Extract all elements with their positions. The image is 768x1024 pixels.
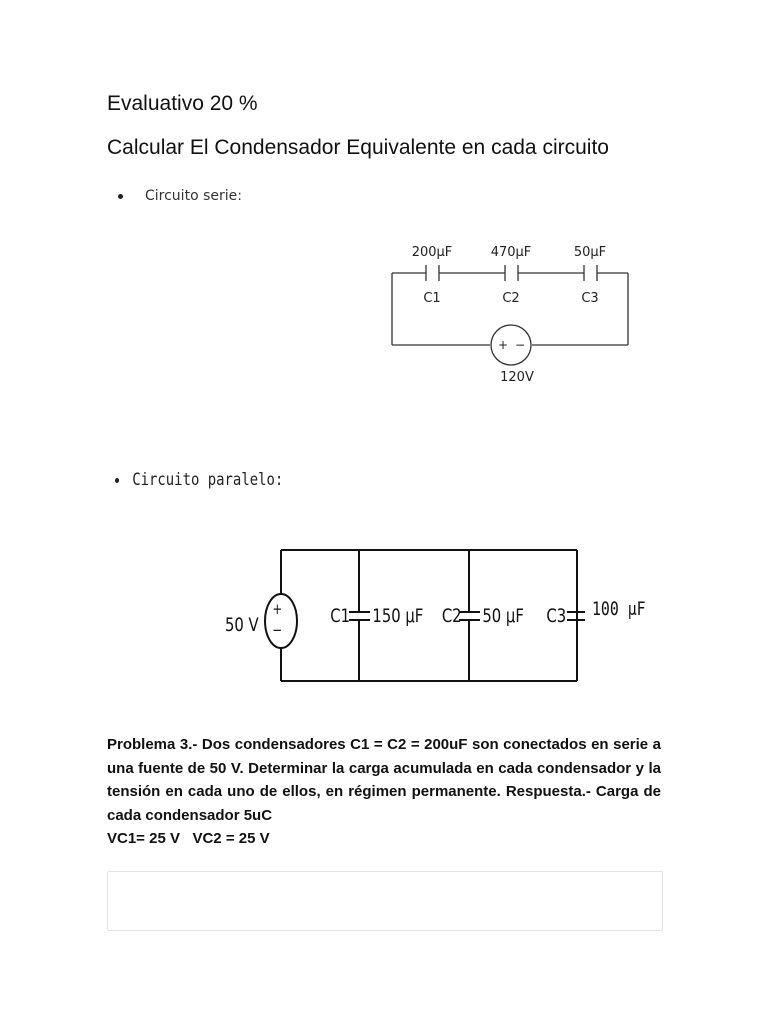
series-heading <box>118 188 242 204</box>
bullet-icon <box>115 478 119 483</box>
series-circuit-diagram <box>380 238 640 388</box>
series-c2-value: 470μF <box>490 245 532 260</box>
subtitle: Calcular El Condensador Equivalente en cada circuito <box>107 136 609 159</box>
bullet-icon <box>118 194 123 199</box>
parallel-heading <box>115 470 283 490</box>
parallel-c1-value: 150 μF <box>372 605 424 628</box>
problem-statement <box>107 733 661 851</box>
parallel-circuit-diagram <box>225 545 585 690</box>
series-c3-value: 50μF <box>573 245 607 260</box>
parallel-source-voltage: 50 V <box>225 614 259 637</box>
problem-text: Problema 3.- Dos condensadores C1 = C2 = 200uF son conectados en serie a una fuente de 50 V. Determinar la carga acumulada en cada condensador y la tensión en cada uno de ellos, en régimen permanente. Respuesta.- Carga de cada condensador 5uC <box>107 736 661 824</box>
parallel-c3-label: C3 <box>546 605 567 628</box>
series-c1-value: 200μF <box>411 245 453 260</box>
series-heading-text: Circuito serie: <box>145 188 242 204</box>
series-c3-label: C3 <box>581 291 599 306</box>
series-source-minus: − <box>514 338 526 352</box>
parallel-source-minus: − <box>272 622 283 640</box>
parallel-c3-value: 100 μF <box>592 598 646 620</box>
series-c1-label: C1 <box>423 291 441 306</box>
parallel-source-plus: + <box>272 601 283 619</box>
series-c2-label: C2 <box>502 291 520 306</box>
problem-answer-line: VC1= 25 V VC2 = 25 V <box>107 830 270 847</box>
series-source-plus: + <box>497 338 509 352</box>
empty-text-box <box>107 871 663 931</box>
parallel-c2-value: 50 μF <box>482 605 524 628</box>
title: Evaluativo 20 % <box>107 92 258 115</box>
parallel-c2-label: C2 <box>441 605 462 628</box>
parallel-heading-text: Circuito paralelo: <box>132 470 284 490</box>
series-source-voltage: 120V <box>500 370 534 385</box>
parallel-c1-label: C1 <box>330 605 351 628</box>
